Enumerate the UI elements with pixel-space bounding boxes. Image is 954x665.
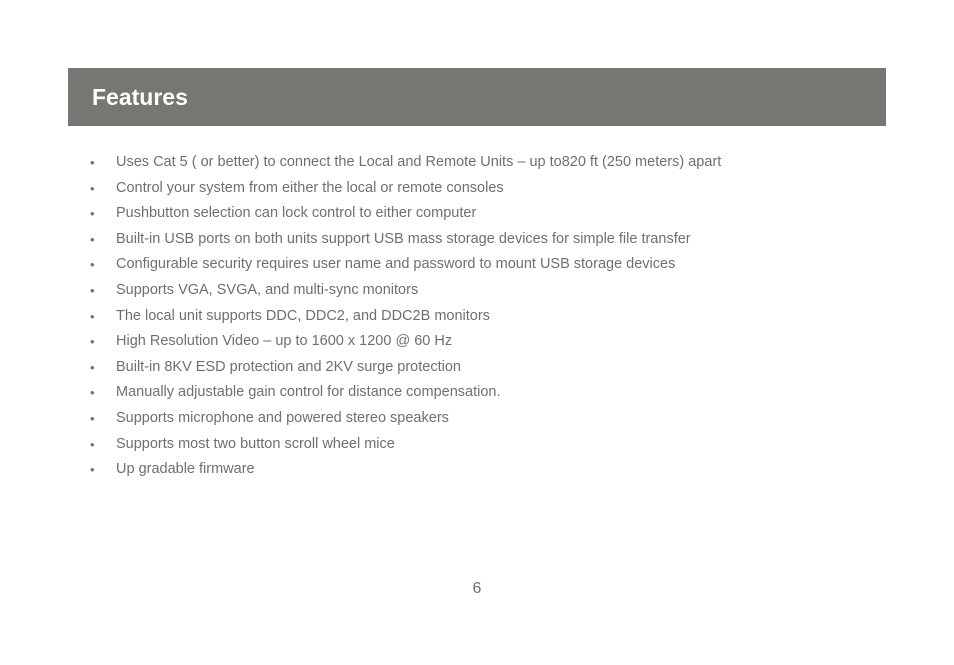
feature-text: Supports microphone and powered stereo speakers [116, 409, 449, 426]
feature-text: Supports most two button scroll wheel mice [116, 435, 395, 452]
feature-item [90, 457, 870, 483]
bullet-icon: • [90, 410, 95, 426]
feature-text: Manually adjustable gain control for distance compensation. [116, 384, 501, 401]
feature-text: Up gradable firmware [116, 461, 255, 478]
feature-item [90, 355, 870, 381]
feature-item [90, 201, 870, 227]
feature-item [90, 252, 870, 278]
feature-text: Pushbutton selection can lock control to either computer [116, 205, 477, 222]
bullet-icon: • [90, 155, 95, 170]
bullet-icon: • [90, 231, 95, 247]
feature-text: High Resolution Video – up to 1600 x 1200 @ 60 Hz [116, 333, 453, 350]
feature-text: Uses Cat 5 ( or better) to connect the Local and Remote Units – up to820 ft (250 meters) apart [116, 154, 722, 170]
feature-item [90, 227, 870, 253]
feature-text: The local unit supports DDC, DDC2, and DDC2B monitors [116, 307, 490, 324]
bullet-icon: • [90, 257, 95, 273]
bullet-icon: • [90, 334, 95, 350]
feature-list [90, 150, 870, 483]
feature-item [90, 176, 870, 202]
section-title: Features [92, 84, 188, 110]
feature-text: Configurable security requires user name and password to mount USB storage devices [116, 256, 676, 273]
feature-item [90, 380, 870, 406]
bullet-icon: • [90, 180, 95, 196]
feature-text: Built-in 8KV ESD protection and 2KV surge protection [116, 358, 461, 375]
feature-text: Built-in USB ports on both units support USB mass storage devices for simple file transfer [116, 230, 691, 247]
feature-text: Control your system from either the local or remote consoles [116, 179, 504, 196]
page-number: 6 [472, 580, 482, 597]
feature-item [90, 432, 870, 458]
feature-item [90, 150, 870, 176]
bullet-icon: • [90, 436, 95, 452]
bullet-icon: • [90, 359, 95, 375]
bullet-icon: • [90, 206, 95, 222]
feature-item [90, 329, 870, 355]
bullet-icon: • [90, 282, 95, 298]
bullet-icon: • [90, 385, 95, 401]
bullet-icon: • [90, 308, 95, 324]
bullet-icon: • [90, 462, 95, 478]
feature-text: Supports VGA, SVGA, and multi-sync monitors [116, 281, 419, 298]
section-header [68, 68, 886, 126]
feature-item [90, 278, 870, 304]
feature-item [90, 304, 870, 330]
feature-item [90, 406, 870, 432]
